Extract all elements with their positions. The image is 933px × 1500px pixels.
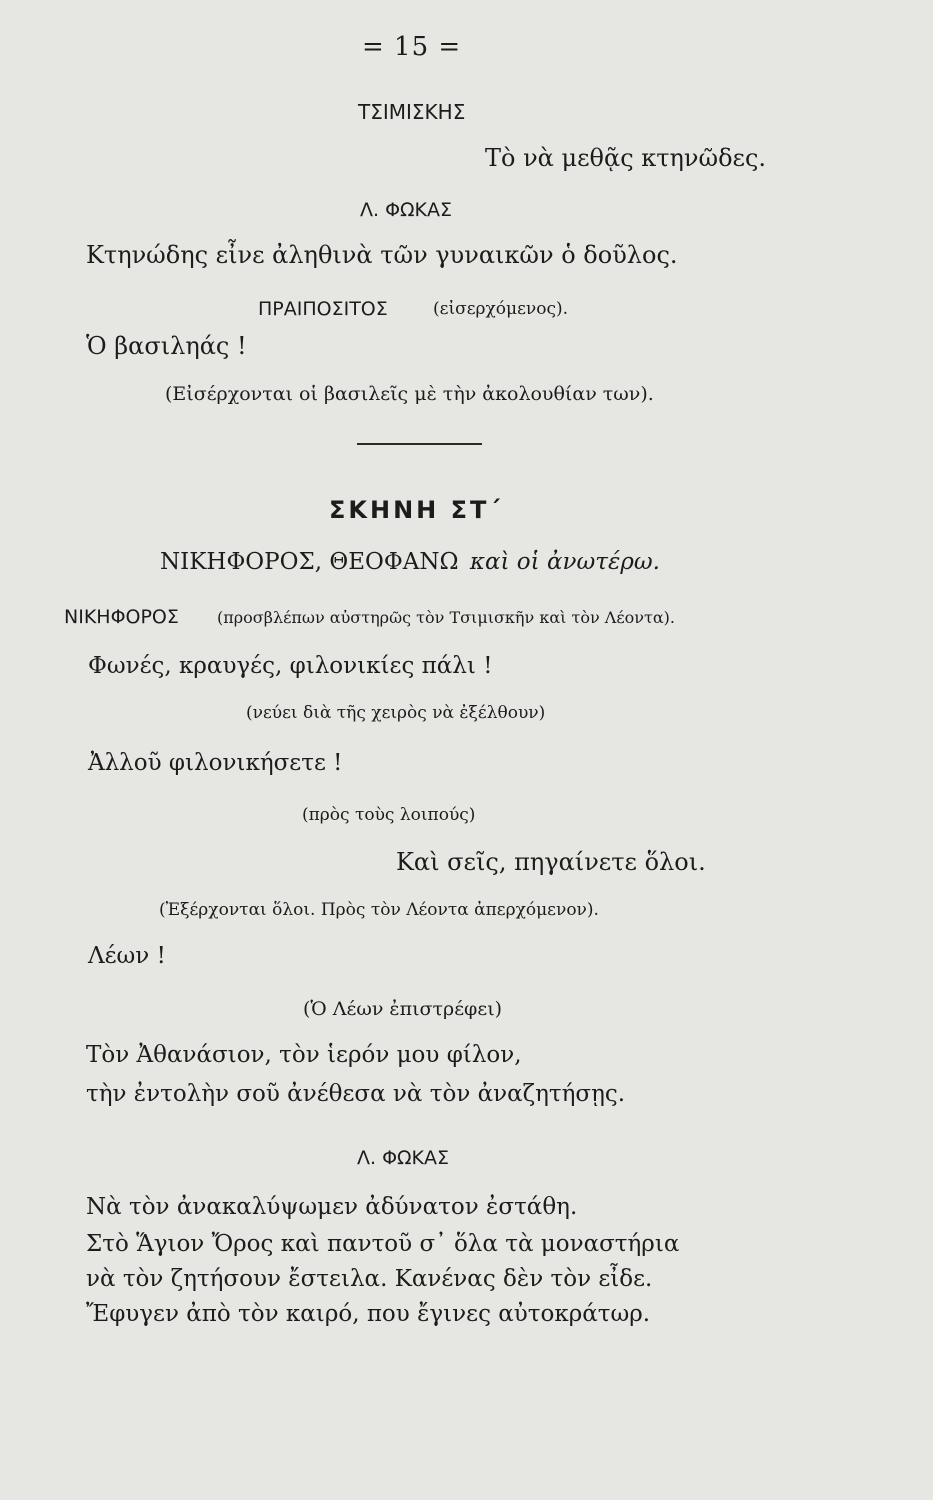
characters-line — [160, 551, 660, 574]
dialogue-line: Ἀλλοῦ φιλονικήσετε ! — [88, 750, 343, 776]
page-number: = 15 = — [362, 32, 462, 62]
dialogue-line: Λέων ! — [88, 943, 166, 969]
dialogue-line: Τὸν Ἀθανάσιον, τὸν ἱερόν μου φίλον, — [86, 1042, 522, 1068]
speaker-fokas: Λ. ΦΩΚΑΣ — [357, 1147, 450, 1169]
dialogue-line: νὰ τὸν ζητήσουν ἔστειλα. Κανένας δὲν τὸν εἶδε. — [86, 1266, 653, 1292]
dialogue-line: Καὶ σεῖς, πηγαίνετε ὅλοι. — [396, 848, 706, 876]
stage-direction: (εἰσερχόμενος). — [433, 299, 569, 319]
stage-direction: (Εἰσέρχονται οἱ βασιλεῖς μὲ τὴν ἀκολουθίαν των). — [165, 383, 654, 405]
dialogue-line: Στὸ Ἅγιον Ὄρος καὶ παντοῦ σ᾽ ὅλα τὰ μοναστήρια — [86, 1231, 680, 1257]
speaker-fokas: Λ. ΦΩΚΑΣ — [360, 199, 453, 221]
dialogue-line: Νὰ τὸν ἀνακαλύψωμεν ἀδύνατον ἐστάθη. — [86, 1194, 578, 1220]
speaker-tsimiskis: ΤΣΙΜΙΣΚΗΣ — [358, 100, 466, 124]
dialogue-line: τὴν ἐντολὴν σοῦ ἀνέθεσα νὰ τὸν ἀναζητήσῃς. — [86, 1081, 626, 1107]
dialogue-line: Ὁ βασιληάς ! — [86, 332, 247, 360]
stage-direction: (Ὁ Λέων ἐπιστρέφει) — [303, 998, 503, 1020]
scene-title: ΣΚΗΝΗ ΣΤ΄ — [329, 496, 503, 524]
stage-direction: (προσβλέπων αὐστηρῶς τὸν Τσιμισκῆν καὶ τὸν Λέοντα). — [217, 608, 675, 627]
dialogue-line: Ἔφυγεν ἀπὸ τὸν καιρό, που ἔγινες αὐτοκράτωρ. — [86, 1301, 651, 1327]
dialogue-line: Φωνές, κραυγές, φιλονικίες πάλι ! — [88, 653, 493, 679]
speaker-nikiforos: ΝΙΚΗΦΟΡΟΣ — [64, 606, 179, 628]
dialogue-line: Κτηνώδης εἶνε ἀληθινὰ τῶν γυναικῶν ὁ δοῦλος. — [86, 241, 678, 269]
speaker-praipositos: ΠΡΑΙΠΟΣΙΤΟΣ — [258, 298, 388, 320]
characters-names: ΝΙΚΗΦΟΡΟΣ, ΘΕΟΦΑΝΩ — [160, 549, 459, 575]
stage-direction: (Ἐξέρχονται ὅλοι. Πρὸς τὸν Λέοντα ἀπερχόμενον). — [159, 900, 599, 920]
dialogue-line: Τὸ νὰ μεθᾷς κτηνῶδες. — [485, 144, 767, 172]
divider-rule — [357, 443, 482, 445]
stage-direction: (νεύει διὰ τῆς χειρὸς νὰ ἐξέλθουν) — [246, 703, 546, 723]
stage-direction: (πρὸς τοὺς λοιπούς) — [302, 805, 476, 825]
characters-rest: καὶ οἱ ἀνωτέρω. — [469, 549, 660, 575]
